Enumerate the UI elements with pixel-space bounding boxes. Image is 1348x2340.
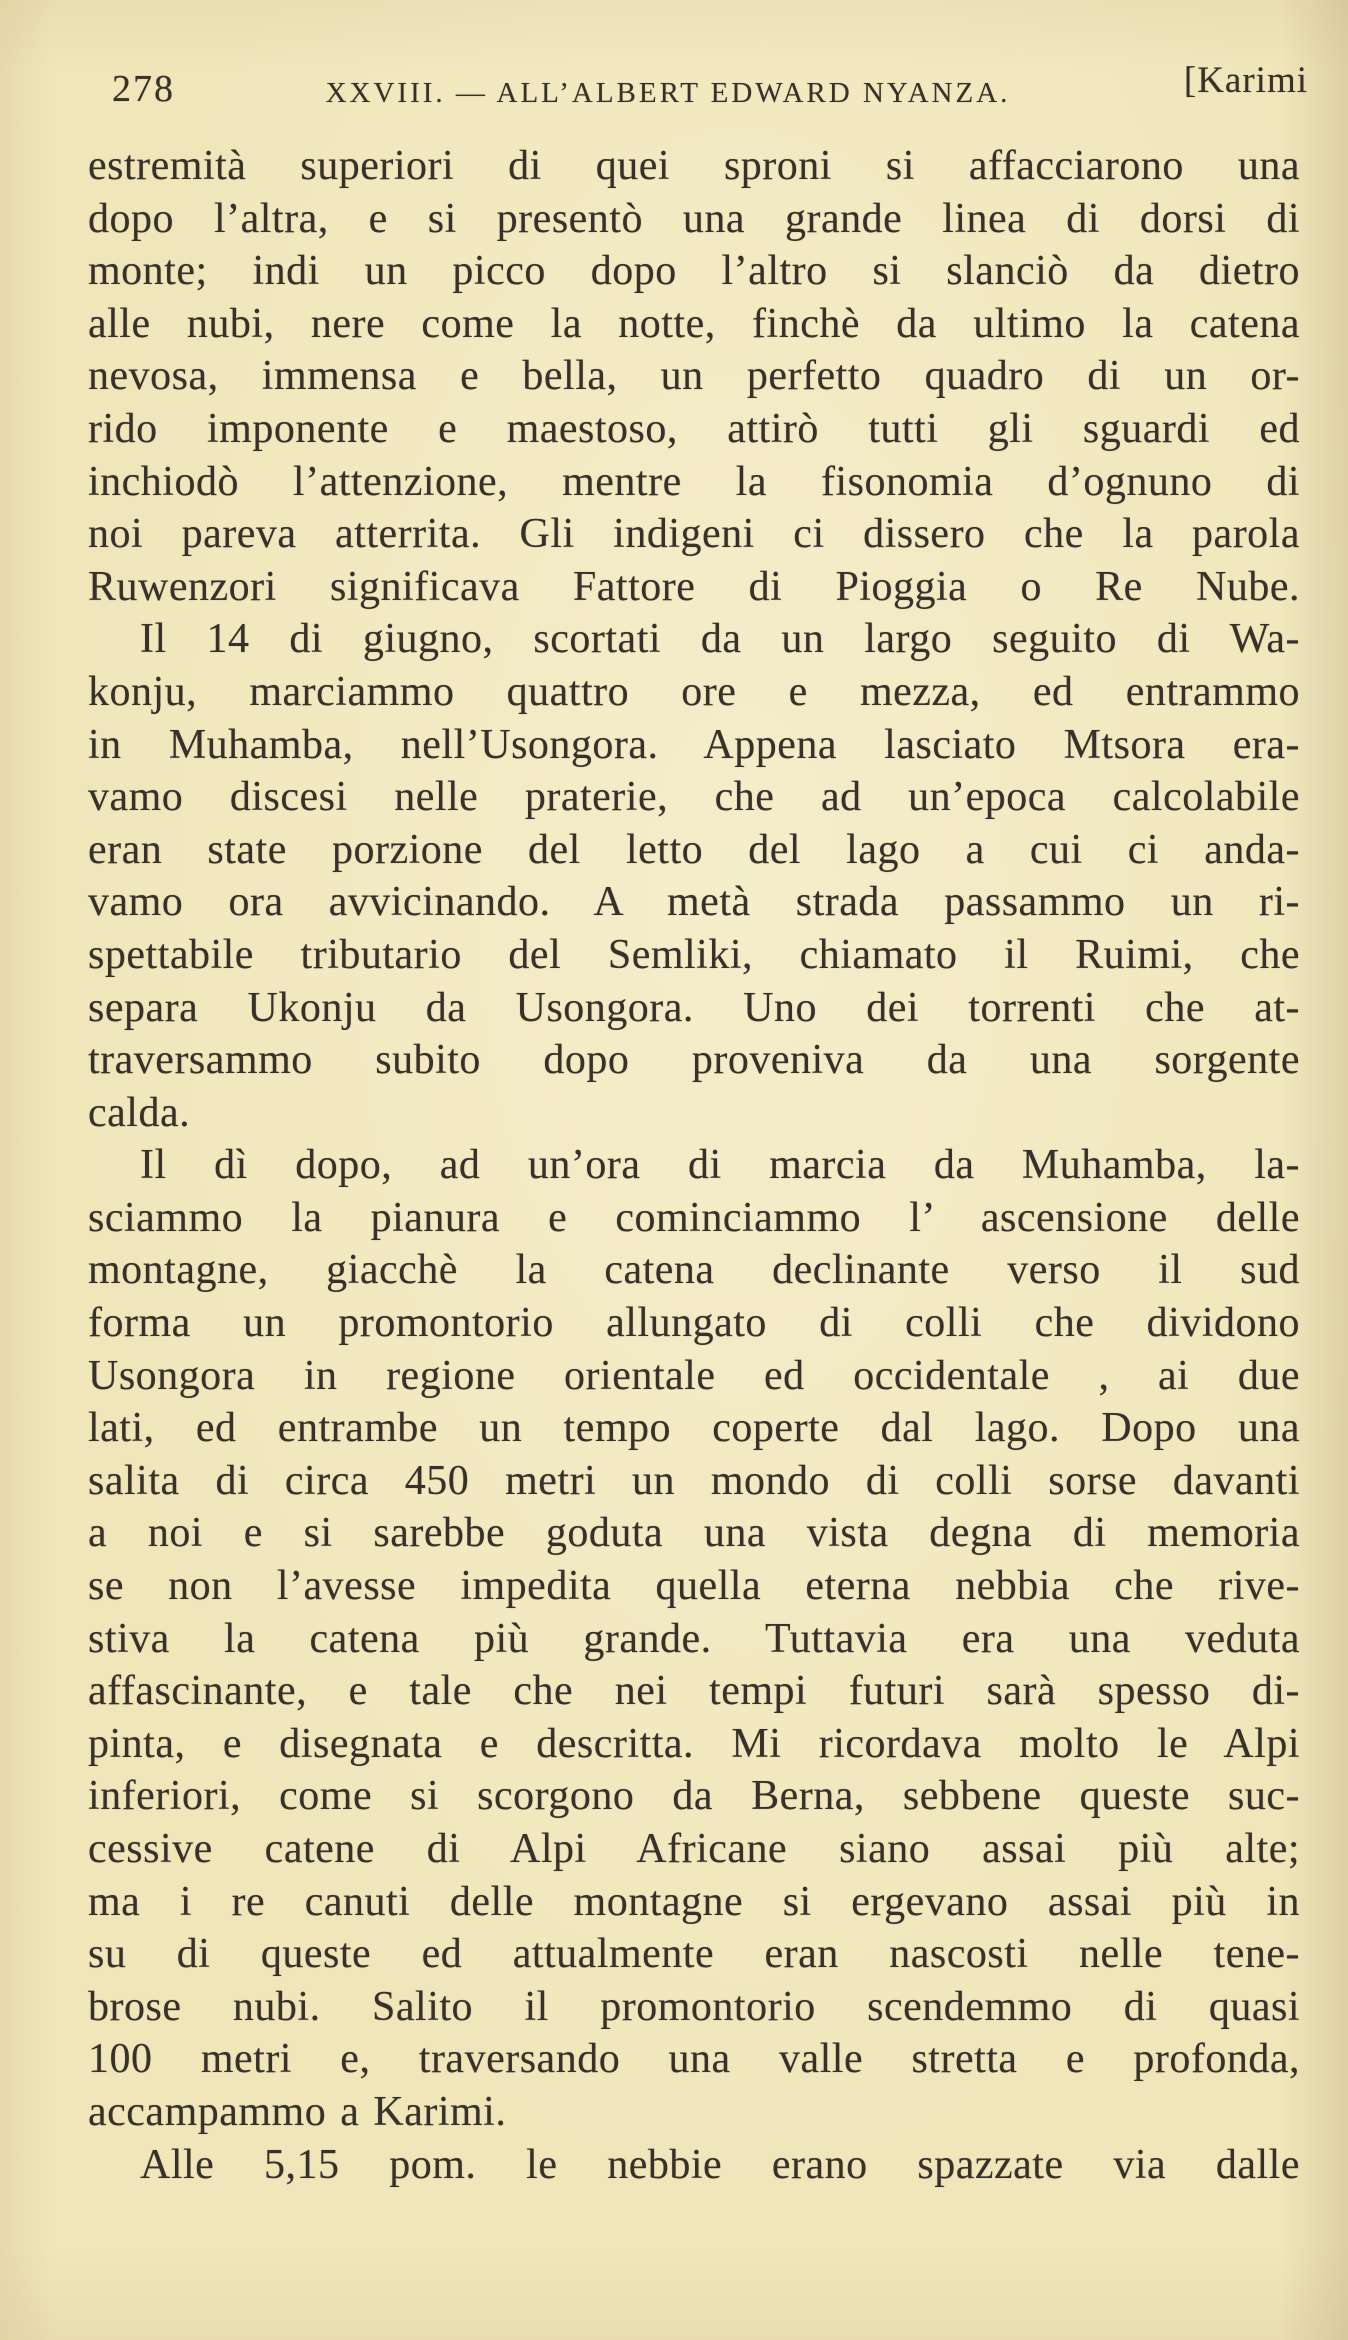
text-line: lati, ed entrambe un tempo coperte dal lago. Dopo una	[88, 1405, 1300, 1452]
text-line: Alle 5,15 pom. le nebbie erano spazzate via dalle	[140, 2141, 1300, 2188]
text-line: vamo discesi nelle praterie, che ad un’epoca calcolabile	[88, 774, 1300, 821]
running-title: XXVIII. — ALL’ALBERT EDWARD NYANZA.	[325, 77, 1011, 109]
paragraph	[88, 613, 1300, 1139]
text-line: nevosa, immensa e bella, un perfetto quadro di un or-	[88, 353, 1300, 400]
text-line: noi pareva atterrita. Gli indigeni ci dissero che la parola	[88, 511, 1300, 558]
text-line: traversammo subito dopo proveniva da una sorgente	[88, 1037, 1300, 1084]
text-line: inchiodò l’attenzione, mentre la fisonomia d’ognuno di	[88, 458, 1300, 505]
text-line: se non l’avesse impedita quella eterna nebbia che rive-	[88, 1563, 1300, 1610]
text-line: affascinante, e tale che nei tempi futuri sarà spesso di-	[88, 1668, 1300, 1715]
text-line: 100 metri e, traversando una valle stretta e profonda,	[88, 2036, 1300, 2083]
text-line: brose nubi. Salito il promontorio scendemmo di quasi	[88, 1983, 1300, 2030]
text-line: konju, marciammo quattro ore e mezza, ed entrammo	[88, 668, 1300, 715]
text-line: salita di circa 450 metri un mondo di colli sorse davanti	[88, 1457, 1300, 1504]
text-line: montagne, giacchè la catena declinante verso il sud	[88, 1247, 1300, 1294]
text-line: stiva la catena più grande. Tuttavia era una veduta	[88, 1615, 1300, 1662]
text-line: forma un promontorio allungato di colli che dividono	[88, 1300, 1300, 1347]
paragraph	[88, 1139, 1300, 2138]
text-line: accampammo a Karimi.	[88, 2088, 507, 2135]
text-line: calda.	[88, 1089, 191, 1136]
text-line: rido imponente e maestoso, attirò tutti gli sguardi ed	[88, 405, 1300, 452]
text-line: pinta, e disegnata e descritta. Mi ricordava molto le Alpi	[88, 1720, 1300, 1767]
text-block	[88, 140, 1300, 2191]
paragraph	[88, 140, 1300, 613]
text-line: inferiori, come si scorgono da Berna, sebbene queste suc-	[88, 1773, 1300, 1820]
text-line: dopo l’altra, e si presentò una grande linea di dorsi di	[88, 195, 1300, 242]
text-line: vamo ora avvicinando. A metà strada passammo un ri-	[88, 879, 1300, 926]
text-line: a noi e si sarebbe goduta una vista degna di memoria	[88, 1510, 1300, 1557]
text-line: sciammo la pianura e cominciammo l’ ascensione delle	[88, 1194, 1300, 1241]
running-header-right: [Karimi	[1183, 60, 1308, 101]
text-line: alle nubi, nere come la notte, finchè da ultimo la catena	[88, 300, 1300, 347]
text-line: Il dì dopo, ad un’ora di marcia da Muhamba, la-	[140, 1142, 1300, 1189]
text-line: Ruwenzori significava Fattore di Pioggia o Re Nube.	[88, 563, 1300, 610]
text-line: in Muhamba, nell’Usongora. Appena lasciato Mtsora era-	[88, 721, 1300, 768]
text-line: spettabile tributario del Semliki, chiamato il Ruimi, che	[88, 931, 1300, 978]
text-line: eran state porzione del letto del lago a cui ci anda-	[88, 826, 1300, 873]
text-line: Usongora in regione orientale ed occidentale , ai due	[88, 1352, 1300, 1399]
running-header	[0, 0, 1348, 120]
text-line: cessive catene di Alpi Africane siano assai più alte;	[88, 1826, 1300, 1872]
text-line: su di queste ed attualmente eran nascosti nelle tene-	[88, 1931, 1300, 1978]
text-line: monte; indi un picco dopo l’altro si slanciò da dietro	[88, 248, 1300, 295]
text-line: Il 14 di giugno, scortati da un largo seguito di Wa-	[140, 616, 1300, 663]
paragraph	[88, 2139, 1300, 2192]
text-line: ma i re canuti delle montagne si ergevano assai più in	[88, 1878, 1300, 1925]
text-line: separa Ukonju da Usongora. Uno dei torrenti che at-	[88, 984, 1300, 1031]
page-number: 278	[112, 68, 175, 110]
text-line: estremità superiori di quei sproni si affacciarono una	[88, 143, 1300, 189]
